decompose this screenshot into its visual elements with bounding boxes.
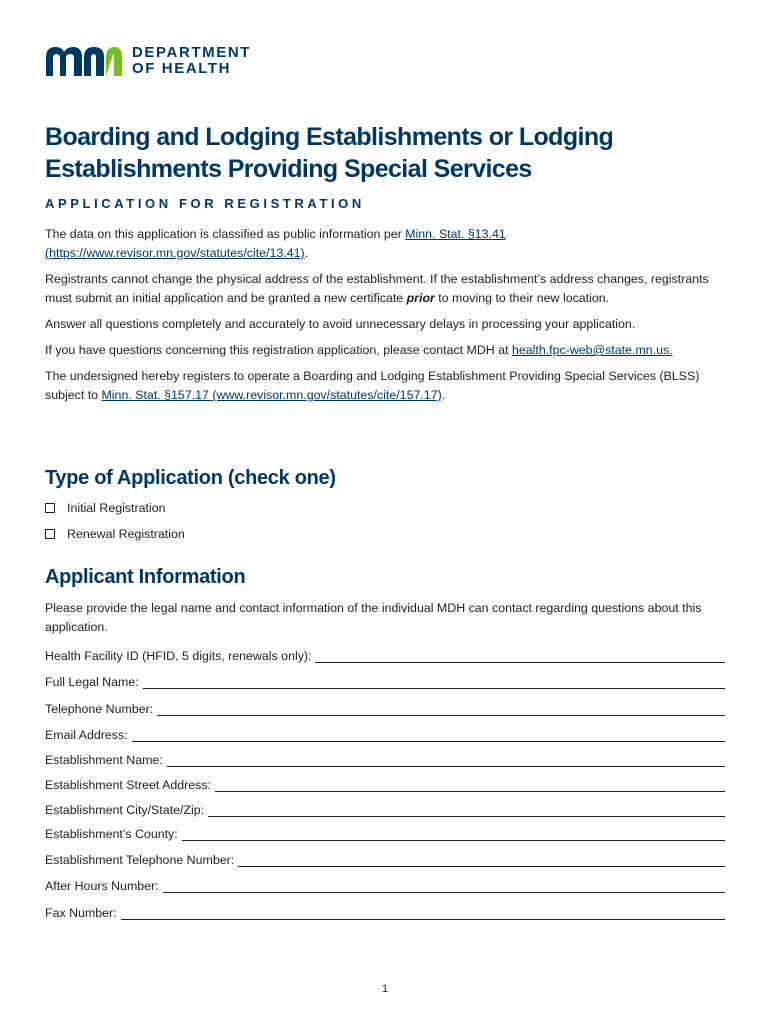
intro-section <box>45 225 730 412</box>
email-label: Email Address: <box>45 728 128 742</box>
email-input[interactable] <box>132 727 725 742</box>
establishment-telephone-field <box>45 849 725 867</box>
paragraph-text: . <box>441 388 446 402</box>
fax-field <box>45 902 725 920</box>
paragraph-address-change <box>45 270 730 308</box>
after-hours-field <box>45 875 725 893</box>
email-field <box>45 724 725 742</box>
applicant-information-heading: Applicant Information <box>45 566 246 588</box>
fax-label: Fax Number: <box>45 906 117 920</box>
paragraph-text: If you have questions concerning this registration application, please contact MDH at <box>45 343 512 357</box>
paragraph-contact <box>45 341 730 360</box>
initial-registration-option[interactable] <box>45 501 165 515</box>
initial-registration-label: Initial Registration <box>67 501 166 515</box>
after-hours-input[interactable] <box>163 878 725 893</box>
county-field <box>45 823 725 841</box>
county-label: Establishment’s County: <box>45 827 178 841</box>
statute-13-41-link[interactable]: Minn. Stat. §13.41 (https://www.revisor.mn.gov/statutes/cite/13.41) <box>45 227 506 260</box>
county-input[interactable] <box>182 826 725 841</box>
full-legal-name-field <box>45 671 725 689</box>
renewal-registration-option[interactable] <box>45 527 185 541</box>
street-address-input[interactable] <box>215 777 725 792</box>
city-state-zip-field <box>45 799 725 817</box>
paragraph-instructions: Answer all questions completely and accurately to avoid unnecessary delays in processing your application. <box>45 317 636 331</box>
paragraph-classification <box>45 225 730 263</box>
establishment-telephone-label: Establishment Telephone Number: <box>45 853 235 867</box>
fax-input[interactable] <box>121 905 725 920</box>
street-address-label: Establishment Street Address: <box>45 778 211 792</box>
paragraph-registration <box>45 367 730 405</box>
renewal-registration-label: Renewal Registration <box>67 527 185 541</box>
paragraph-text: to moving to their new location. <box>434 291 610 305</box>
hfid-input[interactable] <box>315 648 725 663</box>
street-address-field <box>45 774 725 792</box>
full-legal-name-label: Full Legal Name: <box>45 675 139 689</box>
page-number: 1 <box>381 983 389 995</box>
renewal-registration-checkbox[interactable] <box>45 529 55 539</box>
establishment-name-input[interactable] <box>167 752 725 767</box>
city-state-zip-input[interactable] <box>208 802 725 817</box>
full-legal-name-input[interactable] <box>143 674 725 689</box>
applicant-intro: Please provide the legal name and contact information of the individual MDH can contact regarding questions about this application. <box>45 601 702 634</box>
establishment-telephone-input[interactable] <box>238 852 725 867</box>
paragraph-text: Registrants cannot change the physical address of the establishment. If the establishment’s address changes, registrants must submit an initial application and be granted a new certificate <box>45 272 709 305</box>
document-subtitle: APPLICATION FOR REGISTRATION <box>45 196 365 211</box>
telephone-label: Telephone Number: <box>45 702 154 716</box>
application-type-heading: Type of Application (check one) <box>45 467 336 489</box>
statute-157-17-link[interactable]: Minn. Stat. §157.17 (www.revisor.mn.gov/statutes/cite/157.17) <box>101 388 442 402</box>
document-title: Boarding and Lodging Establishments or Lodging Establishments Providing Special Services <box>45 123 614 183</box>
telephone-input[interactable] <box>157 701 725 716</box>
establishment-name-label: Establishment Name: <box>45 753 163 767</box>
logo-text <box>132 45 251 77</box>
logo-text-line1: DEPARTMENT <box>132 44 252 61</box>
establishment-name-field <box>45 749 725 767</box>
emphasis-text: prior <box>406 291 435 305</box>
paragraph-text: . <box>304 246 309 260</box>
logo-text-line2: OF HEALTH <box>132 60 232 77</box>
hfid-label: Health Facility ID (HFID, 5 digits, renewals only): <box>45 649 312 663</box>
mn-logo-icon <box>44 45 124 77</box>
telephone-field <box>45 698 725 716</box>
after-hours-label: After Hours Number: <box>45 879 159 893</box>
hfid-field <box>45 645 725 663</box>
initial-registration-checkbox[interactable] <box>45 503 55 513</box>
paragraph-text: The undersigned hereby registers to operate a Boarding and Lodging Establishment Providing Special Services (BLSS) subject to <box>45 369 700 402</box>
paragraph-text: The data on this application is classified as public information per <box>45 227 406 241</box>
city-state-zip-label: Establishment City/State/Zip: <box>45 803 205 817</box>
mdh-logo <box>44 45 251 77</box>
contact-email-link[interactable]: health.fpc-web@state.mn.us. <box>511 343 673 357</box>
